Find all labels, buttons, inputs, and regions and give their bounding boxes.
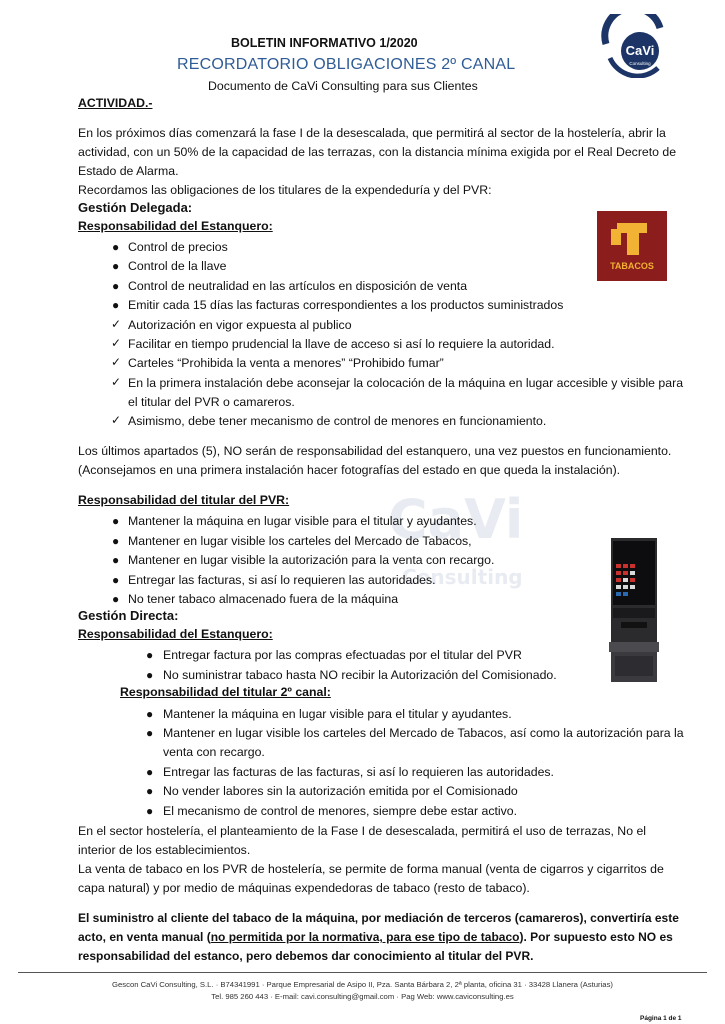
cavi-logo-text: CaVi <box>625 43 655 58</box>
list-item: El mecanismo de control de menores, siempre debe estar activo. <box>163 804 518 818</box>
list-item: Entregar las facturas de las facturas, si así lo requieren las autoridades. <box>163 765 554 779</box>
bullet-icon: ● <box>146 784 154 798</box>
pvr-heading: Responsabilidad del titular del PVR: <box>78 493 290 507</box>
list-item: Mantener la máquina en lugar visible para el titular y ayudantes. <box>163 707 512 721</box>
bold-line2-post: ). Por supuesto esto NO es <box>519 930 673 944</box>
bullet-icon: ● <box>146 648 154 662</box>
list-item: Carteles “Prohibida la venta a menores” “Prohibido fumar” <box>128 356 444 370</box>
bold-para-line3: responsabilidad del estanco, pero debemos dar conocimiento al titular del PVR. <box>78 949 534 963</box>
bullet-icon: ● <box>146 765 154 779</box>
bullet-icon: ● <box>112 573 120 587</box>
vending-machine-image <box>609 538 659 682</box>
actividad-para2: Recordamos las obligaciones de los titulares de la expendeduría y del PVR: <box>78 183 492 197</box>
actividad-para1-line1: En los próximos días comenzará la fase I de la desescalada, que permitirá al sector de la hostelería, abrir la <box>78 126 666 140</box>
actividad-para1-line3: Estado de Alarma. <box>78 164 179 178</box>
closing-para2-line2: capa natural) y por medio de máquinas expendedoras de tabaco (resto de tabaco). <box>78 881 530 895</box>
bullet-icon: ● <box>112 240 120 254</box>
checkmark-icon: ✓ <box>111 355 122 369</box>
actividad-heading: ACTIVIDAD.- <box>78 96 153 110</box>
list-item: Emitir cada 15 días las facturas correspondientes a los productos suministrados <box>128 298 564 312</box>
bullet-icon: ● <box>112 298 120 312</box>
list-item-continuation: el titular del PVR o camareros. <box>128 395 295 409</box>
gestion-directa-heading: Gestión Directa: <box>78 608 179 623</box>
checkmark-icon: ✓ <box>111 413 122 427</box>
document-subtitle: RECORDATORIO OBLIGACIONES 2º CANAL <box>177 56 516 73</box>
bold-para-line2 <box>78 928 673 946</box>
titular-heading: Responsabilidad del titular 2º canal: <box>120 685 331 699</box>
checkmark-icon: ✓ <box>111 317 122 331</box>
bullet-icon: ● <box>112 259 120 273</box>
bold-para-line1: El suministro al cliente del tabaco de la máquina, por mediación de terceros (camareros), convertiría este <box>78 911 679 925</box>
list-item: Facilitar en tiempo prudencial la llave de acceso si así lo requiere la autoridad. <box>128 337 555 351</box>
list-item: Control de neutralidad en las artículos en disposición de venta <box>128 279 468 293</box>
closing-para1-line2: interior de los establecimientos. <box>78 843 251 857</box>
list-item: Mantener en lugar visible los carteles del Mercado de Tabacos, así como la autorización para la <box>163 726 684 740</box>
cavi-logo <box>600 14 666 78</box>
list-item: Control de la llave <box>128 259 227 273</box>
estanquero-heading: Responsabilidad del Estanquero: <box>78 219 273 233</box>
bold-line2-pre: acto, en venta manual ( <box>78 930 211 944</box>
list-item: No suministrar tabaco hasta NO recibir la Autorización del Comisionado. <box>163 668 557 682</box>
list-item: Mantener en lugar visible la autorización para la venta con recargo. <box>128 553 495 567</box>
footer-contact: Tel. 985 260 443 · E-mail: cavi.consulting@gmail.com · Pag Web: www.caviconsulting.es <box>211 992 514 1001</box>
watermark-cavi: CaVi <box>388 488 524 551</box>
gestion-delegada-heading: Gestión Delegada: <box>78 200 193 215</box>
bulletin-title: BOLETIN INFORMATIVO 1/2020 <box>231 36 418 50</box>
bullet-icon: ● <box>146 707 154 721</box>
list-item: Mantener en lugar visible los carteles del Mercado de Tabacos, <box>128 534 472 548</box>
document-line: Documento de CaVi Consulting para sus Clientes <box>208 79 478 93</box>
bullet-icon: ● <box>112 279 120 293</box>
checkmark-icon: ✓ <box>111 375 122 389</box>
closing-para1-line1: En el sector hostelería, el planteamiento de la Fase I de desescalada, permitirá el uso de terrazas, No el <box>78 824 647 838</box>
list-item: Control de precios <box>128 240 228 254</box>
list-item: Autorización en vigor expuesta al publico <box>128 318 352 332</box>
page-number: Página 1 de 1 <box>640 1015 682 1022</box>
footer-divider <box>18 972 707 973</box>
list-item: Entregar las facturas, si así lo requieren las autoridades. <box>128 573 436 587</box>
checkmark-icon: ✓ <box>111 336 122 350</box>
list-item-continuation: venta con recargo. <box>163 745 265 759</box>
bullet-icon: ● <box>112 534 120 548</box>
cavi-logo-subtext: Consulting <box>629 61 651 66</box>
list-item: Mantener la máquina en lugar visible para el titular y ayudantes. <box>128 514 477 528</box>
list-item: Asimismo, debe tener mecanismo de control de menores en funcionamiento. <box>128 414 547 428</box>
list-item: Entregar factura por las compras efectuadas por el titular del PVR <box>163 648 522 662</box>
footer-address: Gescon CaVi Consulting, S.L. · B74341991 · Parque Empresarial de Asipo II, Pza. Santa Bárbara 2, 2ª planta, oficina 31 · 33428 Llanera (Asturias) <box>112 980 613 989</box>
list-item: No tener tabaco almacenado fuera de la máquina <box>128 592 399 606</box>
directa-estanquero-heading: Responsabilidad del Estanquero: <box>78 627 273 641</box>
bullet-icon: ● <box>146 668 154 682</box>
watermark-consulting: Consulting <box>402 565 523 589</box>
list-item: No vender labores sin la autorización emitida por el Comisionado <box>163 784 518 798</box>
note-line2: (Aconsejamos en una primera instalación hacer fotografías del estado en que queda la instalación). <box>78 463 621 477</box>
bullet-icon: ● <box>112 553 120 567</box>
list-item: En la primera instalación debe aconsejar la colocación de la máquina en lugar accesible y visible para <box>128 376 684 390</box>
actividad-para1-line2: actividad, con un 50% de la capacidad de las terrazas, con la distancia mínima exigida por el Real Decreto de <box>78 145 677 159</box>
note-line1: Los últimos apartados (5), NO serán de responsabilidad del estanquero, una vez puestos en funcionamiento. <box>78 444 672 458</box>
bullet-icon: ● <box>146 804 154 818</box>
tabacos-logo-text: TABACOS <box>610 261 654 271</box>
bold-line2-underlined: no permitida por la normativa, para ese tipo de tabaco <box>210 930 520 944</box>
closing-para2-line1: La venta de tabaco en los PVR de hostelería, se permite de forma manual (venta de cigarros y cigarritos de <box>78 862 664 876</box>
bullet-icon: ● <box>112 514 120 528</box>
tabacos-logo <box>597 211 667 281</box>
bullet-icon: ● <box>146 726 154 740</box>
bullet-icon: ● <box>112 592 120 606</box>
